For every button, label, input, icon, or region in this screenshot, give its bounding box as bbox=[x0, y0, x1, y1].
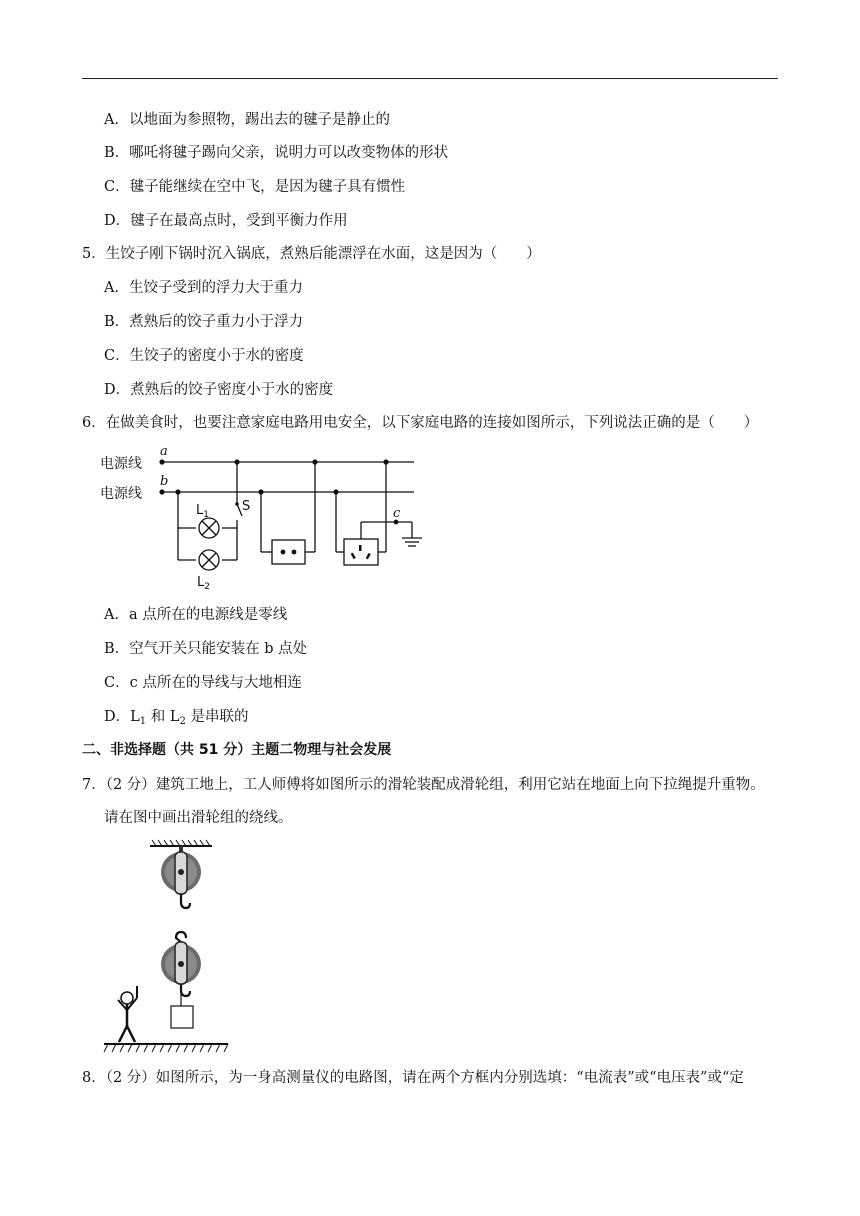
header-rule bbox=[82, 78, 778, 79]
q4-option-b: B．哪吒将毽子踢向父亲，说明力可以改变物体的形状 bbox=[104, 145, 449, 161]
pulley-system-diagram bbox=[100, 838, 240, 1058]
q8-stem: 8．（2 分）如图所示，为一身高测量仪的电路图，请在两个方框内分别选填：“电流表”或“电压表”或“定 bbox=[82, 1070, 744, 1086]
household-circuit-diagram bbox=[100, 440, 430, 590]
power-line-label-a: 电源线 bbox=[100, 456, 142, 472]
q7-stem-line2: 请在图中画出滑轮组的绕线。 bbox=[104, 810, 293, 826]
point-b-label: b bbox=[160, 474, 169, 489]
lamp2-label: $L_2$ bbox=[197, 575, 210, 590]
q6-stem: 6．在做美食时，也要注意家庭电路用电安全，以下家庭电路的连接如图所示，下列说法正确的是（ ） bbox=[82, 415, 759, 431]
switch-label: S bbox=[242, 499, 251, 514]
q5-stem: 5．生饺子刚下锅时沉入锅底，煮熟后能漂浮在水面，这是因为（ ） bbox=[82, 246, 541, 262]
q6-option-c: C．c 点所在的导线与大地相连 bbox=[104, 675, 302, 691]
point-a-label: a bbox=[160, 444, 168, 459]
q6-option-d: D．$L_1$ 和 $L_2$ 是串联的 bbox=[104, 709, 249, 727]
q6-option-b: B．空气开关只能安装在 b 点处 bbox=[104, 641, 308, 657]
lamp1-label: $L_1$ bbox=[196, 503, 209, 520]
q6-option-a: A．a 点所在的电源线是零线 bbox=[104, 607, 288, 623]
section-heading: 二、非选择题（共 51 分）主题二物理与社会发展 bbox=[82, 742, 392, 758]
q5-option-c: C．生饺子的密度小于水的密度 bbox=[104, 348, 304, 364]
power-line-label-b: 电源线 bbox=[100, 486, 142, 502]
q5-option-a: A．生饺子受到的浮力大于重力 bbox=[104, 280, 303, 296]
q5-option-b: B．煮熟后的饺子重力小于浮力 bbox=[104, 314, 304, 330]
q7-stem-line1: 7．（2 分）建筑工地上，工人师傅将如图所示的滑轮装配成滑轮组，利用它站在地面上向下拉绳提升重物。 bbox=[82, 777, 765, 793]
q5-option-d: D．煮熟后的饺子密度小于水的密度 bbox=[104, 382, 334, 398]
point-c-label: c bbox=[393, 506, 401, 521]
q4-option-c: C．毽子能继续在空中飞，是因为毽子具有惯性 bbox=[104, 179, 406, 195]
q4-option-d: D．毽子在最高点时，受到平衡力作用 bbox=[104, 213, 348, 229]
q4-option-a: A．以地面为参照物，踢出去的毽子是静止的 bbox=[104, 112, 390, 128]
